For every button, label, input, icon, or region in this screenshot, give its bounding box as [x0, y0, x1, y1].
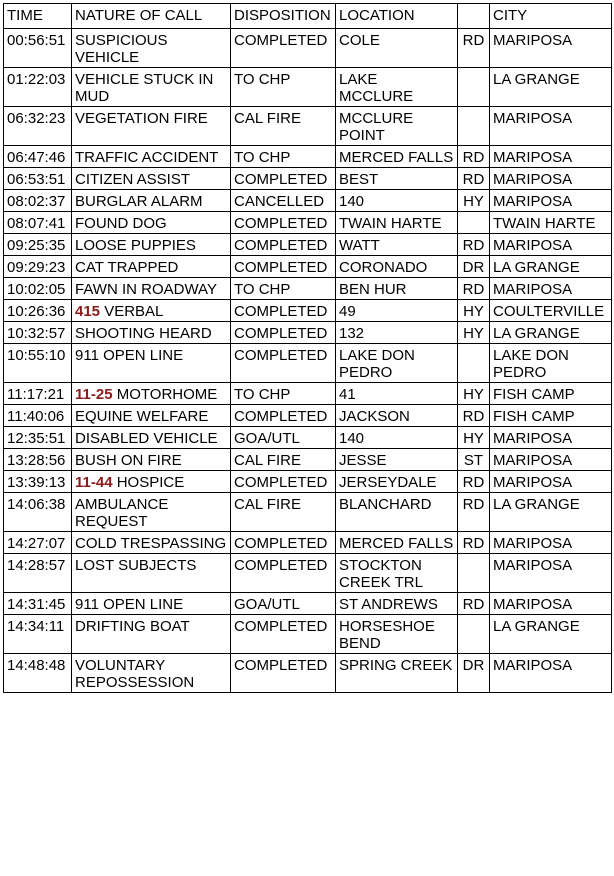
- nature-text: BURGLAR ALARM: [75, 193, 203, 210]
- cell-location: JACKSON: [336, 405, 458, 427]
- table-row: [4, 190, 612, 212]
- nature-text: VEGETATION FIRE: [75, 110, 208, 127]
- cell-disposition: COMPLETED: [231, 29, 336, 68]
- cell-nature: [72, 256, 231, 278]
- cell-location: TWAIN HARTE: [336, 212, 458, 234]
- cell-city: MARIPOSA: [490, 107, 612, 146]
- cell-location: 132: [336, 322, 458, 344]
- cell-city: MARIPOSA: [490, 471, 612, 493]
- cell-time: 14:31:45: [4, 593, 72, 615]
- cell-time: 10:55:10: [4, 344, 72, 383]
- call-log-table: [3, 3, 612, 693]
- cell-nature: [72, 344, 231, 383]
- table-row: [4, 68, 612, 107]
- cell-time: 14:34:11: [4, 615, 72, 654]
- cell-suffix: HY: [458, 300, 490, 322]
- nature-text: COLD TRESPASSING: [75, 535, 227, 552]
- cell-location: WATT: [336, 234, 458, 256]
- cell-suffix: [458, 107, 490, 146]
- cell-suffix: HY: [458, 427, 490, 449]
- table-row: [4, 322, 612, 344]
- cell-nature: [72, 146, 231, 168]
- nature-text: VEHICLE STUCK IN MUD: [75, 71, 214, 105]
- header-row: [4, 4, 612, 29]
- cell-disposition: COMPLETED: [231, 212, 336, 234]
- cell-location: 41: [336, 383, 458, 405]
- nature-text: DISABLED VEHICLE: [75, 430, 218, 447]
- table-row: [4, 300, 612, 322]
- nature-text: EQUINE WELFARE: [75, 408, 209, 425]
- cell-nature: [72, 493, 231, 532]
- nature-text: FOUND DOG: [75, 215, 167, 232]
- cell-nature: [72, 68, 231, 107]
- cell-nature: [72, 405, 231, 427]
- cell-city: COULTERVILLE: [490, 300, 612, 322]
- cell-disposition: COMPLETED: [231, 532, 336, 554]
- cell-suffix: HY: [458, 322, 490, 344]
- cell-location: CORONADO: [336, 256, 458, 278]
- table-row: [4, 427, 612, 449]
- nature-text: FAWN IN ROADWAY: [75, 281, 217, 298]
- nature-text: VOLUNTARY REPOSSESSION: [75, 657, 195, 691]
- cell-disposition: GOA/UTL: [231, 593, 336, 615]
- cell-city: MARIPOSA: [490, 449, 612, 471]
- cell-city: MARIPOSA: [490, 593, 612, 615]
- cell-time: 14:48:48: [4, 654, 72, 693]
- cell-location: 49: [336, 300, 458, 322]
- cell-location: 140: [336, 427, 458, 449]
- cell-nature: [72, 300, 231, 322]
- cell-city: LA GRANGE: [490, 68, 612, 107]
- cell-nature: [72, 383, 231, 405]
- table-row: [4, 29, 612, 68]
- cell-suffix: RD: [458, 493, 490, 532]
- cell-time: 08:02:37: [4, 190, 72, 212]
- cell-nature: [72, 532, 231, 554]
- cell-disposition: COMPLETED: [231, 654, 336, 693]
- cell-city: MARIPOSA: [490, 29, 612, 68]
- cell-city: MARIPOSA: [490, 427, 612, 449]
- table-row: [4, 449, 612, 471]
- cell-city: FISH CAMP: [490, 405, 612, 427]
- nature-text: LOST SUBJECTS: [75, 557, 197, 574]
- cell-disposition: COMPLETED: [231, 471, 336, 493]
- cell-nature: [72, 29, 231, 68]
- nature-text: SHOOTING HEARD: [75, 325, 212, 342]
- cell-disposition: COMPLETED: [231, 300, 336, 322]
- cell-time: 09:29:23: [4, 256, 72, 278]
- cell-nature: [72, 554, 231, 593]
- cell-suffix: [458, 68, 490, 107]
- cell-disposition: COMPLETED: [231, 168, 336, 190]
- cell-suffix: [458, 554, 490, 593]
- table-row: [4, 168, 612, 190]
- cell-time: 08:07:41: [4, 212, 72, 234]
- cell-disposition: COMPLETED: [231, 256, 336, 278]
- cell-location: 140: [336, 190, 458, 212]
- cell-nature: [72, 654, 231, 693]
- nature-text: DRIFTING BOAT: [75, 618, 190, 635]
- cell-nature: [72, 234, 231, 256]
- cell-disposition: COMPLETED: [231, 234, 336, 256]
- cell-disposition: COMPLETED: [231, 344, 336, 383]
- cell-suffix: RD: [458, 234, 490, 256]
- cell-city: MARIPOSA: [490, 168, 612, 190]
- cell-location: BEN HUR: [336, 278, 458, 300]
- header-suffix: [458, 4, 490, 29]
- cell-time: 10:26:36: [4, 300, 72, 322]
- table-row: [4, 344, 612, 383]
- nature-text: CAT TRAPPED: [75, 259, 179, 276]
- cell-time: 01:22:03: [4, 68, 72, 107]
- table-row: [4, 146, 612, 168]
- table-row: [4, 278, 612, 300]
- cell-time: 14:28:57: [4, 554, 72, 593]
- cell-time: 13:28:56: [4, 449, 72, 471]
- cell-time: 14:06:38: [4, 493, 72, 532]
- cell-suffix: RD: [458, 471, 490, 493]
- table-row: [4, 615, 612, 654]
- cell-suffix: RD: [458, 532, 490, 554]
- cell-disposition: COMPLETED: [231, 554, 336, 593]
- cell-time: 10:02:05: [4, 278, 72, 300]
- cell-time: 09:25:35: [4, 234, 72, 256]
- cell-city: MARIPOSA: [490, 532, 612, 554]
- cell-city: LAKE DON PEDRO: [490, 344, 612, 383]
- cell-city: MARIPOSA: [490, 234, 612, 256]
- cell-suffix: [458, 344, 490, 383]
- cell-disposition: TO CHP: [231, 68, 336, 107]
- cell-suffix: RD: [458, 168, 490, 190]
- cell-nature: [72, 322, 231, 344]
- table-row: [4, 554, 612, 593]
- cell-nature: [72, 615, 231, 654]
- nature-text: 911 OPEN LINE: [75, 347, 184, 364]
- cell-time: 10:32:57: [4, 322, 72, 344]
- cell-disposition: GOA/UTL: [231, 427, 336, 449]
- cell-city: MARIPOSA: [490, 190, 612, 212]
- cell-city: MARIPOSA: [490, 278, 612, 300]
- cell-suffix: ST: [458, 449, 490, 471]
- cell-location: LAKE MCCLURE: [336, 68, 458, 107]
- call-code: 11-25: [75, 386, 113, 403]
- cell-city: TWAIN HARTE: [490, 212, 612, 234]
- cell-disposition: COMPLETED: [231, 405, 336, 427]
- cell-time: 06:47:46: [4, 146, 72, 168]
- nature-text: LOOSE PUPPIES: [75, 237, 196, 254]
- cell-nature: [72, 593, 231, 615]
- cell-suffix: [458, 212, 490, 234]
- cell-time: 12:35:51: [4, 427, 72, 449]
- cell-disposition: TO CHP: [231, 146, 336, 168]
- call-code: 11-44: [75, 474, 113, 491]
- nature-text: TRAFFIC ACCIDENT: [75, 149, 219, 166]
- cell-suffix: HY: [458, 383, 490, 405]
- cell-location: MERCED FALLS: [336, 146, 458, 168]
- cell-location: BLANCHARD: [336, 493, 458, 532]
- cell-location: LAKE DON PEDRO: [336, 344, 458, 383]
- cell-city: LA GRANGE: [490, 256, 612, 278]
- cell-location: SPRING CREEK: [336, 654, 458, 693]
- cell-suffix: RD: [458, 29, 490, 68]
- cell-time: 14:27:07: [4, 532, 72, 554]
- cell-nature: [72, 471, 231, 493]
- cell-suffix: DR: [458, 654, 490, 693]
- cell-location: MERCED FALLS: [336, 532, 458, 554]
- table-row: [4, 256, 612, 278]
- cell-disposition: COMPLETED: [231, 322, 336, 344]
- table-row: [4, 234, 612, 256]
- cell-time: 06:32:23: [4, 107, 72, 146]
- cell-nature: [72, 107, 231, 146]
- header-location: LOCATION: [336, 4, 458, 29]
- call-code: 415: [75, 303, 101, 320]
- cell-location: HORSESHOE BEND: [336, 615, 458, 654]
- cell-disposition: CAL FIRE: [231, 107, 336, 146]
- table-row: [4, 107, 612, 146]
- cell-disposition: CAL FIRE: [231, 449, 336, 471]
- nature-text: HOSPICE: [116, 474, 185, 491]
- nature-text: BUSH ON FIRE: [75, 452, 182, 469]
- cell-city: LA GRANGE: [490, 615, 612, 654]
- cell-city: MARIPOSA: [490, 654, 612, 693]
- cell-time: 11:40:06: [4, 405, 72, 427]
- cell-location: MCCLURE POINT: [336, 107, 458, 146]
- cell-disposition: TO CHP: [231, 278, 336, 300]
- nature-text: 911 OPEN LINE: [75, 596, 184, 613]
- table-row: [4, 654, 612, 693]
- cell-disposition: COMPLETED: [231, 615, 336, 654]
- table-row: [4, 405, 612, 427]
- cell-location: ST ANDREWS: [336, 593, 458, 615]
- cell-city: MARIPOSA: [490, 554, 612, 593]
- table-row: [4, 593, 612, 615]
- cell-time: 11:17:21: [4, 383, 72, 405]
- table-row: [4, 471, 612, 493]
- cell-nature: [72, 427, 231, 449]
- cell-city: FISH CAMP: [490, 383, 612, 405]
- cell-disposition: TO CHP: [231, 383, 336, 405]
- cell-suffix: DR: [458, 256, 490, 278]
- nature-text: MOTORHOME: [116, 386, 218, 403]
- header-nature: NATURE OF CALL: [72, 4, 231, 29]
- cell-nature: [72, 190, 231, 212]
- cell-location: JERSEYDALE: [336, 471, 458, 493]
- cell-suffix: RD: [458, 278, 490, 300]
- cell-nature: [72, 168, 231, 190]
- cell-time: 06:53:51: [4, 168, 72, 190]
- cell-nature: [72, 278, 231, 300]
- nature-text: CITIZEN ASSIST: [75, 171, 191, 188]
- cell-suffix: [458, 615, 490, 654]
- cell-city: MARIPOSA: [490, 146, 612, 168]
- header-time: TIME: [4, 4, 72, 29]
- table-row: [4, 493, 612, 532]
- cell-suffix: HY: [458, 190, 490, 212]
- cell-disposition: CANCELLED: [231, 190, 336, 212]
- table-row: [4, 212, 612, 234]
- cell-nature: [72, 212, 231, 234]
- cell-nature: [72, 449, 231, 471]
- header-disposition: DISPOSITION: [231, 4, 336, 29]
- nature-text: AMBULANCE REQUEST: [75, 496, 169, 530]
- cell-suffix: RD: [458, 146, 490, 168]
- nature-text: SUSPICIOUS VEHICLE: [75, 32, 168, 66]
- table-row: [4, 383, 612, 405]
- cell-time: 13:39:13: [4, 471, 72, 493]
- cell-location: BEST: [336, 168, 458, 190]
- table-row: [4, 532, 612, 554]
- header-city: CITY: [490, 4, 612, 29]
- cell-city: LA GRANGE: [490, 493, 612, 532]
- cell-location: STOCKTON CREEK TRL: [336, 554, 458, 593]
- nature-text: VERBAL: [104, 303, 164, 320]
- cell-location: COLE: [336, 29, 458, 68]
- cell-suffix: RD: [458, 405, 490, 427]
- cell-disposition: CAL FIRE: [231, 493, 336, 532]
- cell-location: JESSE: [336, 449, 458, 471]
- cell-suffix: RD: [458, 593, 490, 615]
- cell-city: LA GRANGE: [490, 322, 612, 344]
- cell-time: 00:56:51: [4, 29, 72, 68]
